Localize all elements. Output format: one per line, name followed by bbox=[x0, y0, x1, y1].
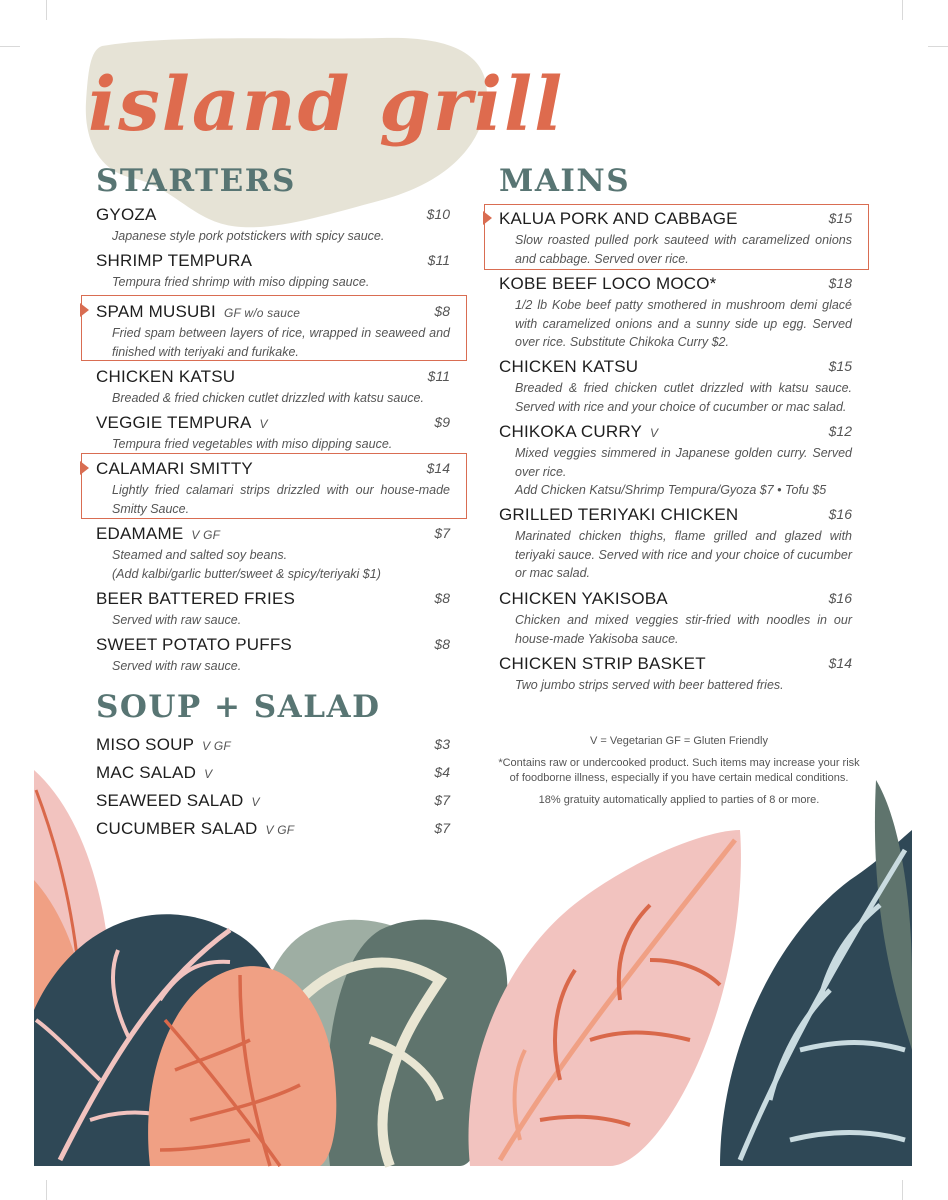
item-name: EDAMAME V GF bbox=[96, 524, 221, 543]
item-tags: V GF bbox=[202, 739, 231, 753]
item-name: CHICKEN YAKISOBA bbox=[499, 589, 668, 608]
soup-salad-heading: SOUP + SALAD bbox=[96, 689, 381, 725]
item-price: $16 bbox=[828, 506, 852, 522]
item-name: CHICKEN STRIP BASKET bbox=[499, 654, 706, 673]
item-price: $7 bbox=[434, 820, 450, 836]
item-tags: V GF bbox=[265, 823, 295, 837]
diet-legend: V = Vegetarian GF = Gluten Friendly bbox=[590, 735, 768, 747]
item-price: $12 bbox=[828, 423, 852, 439]
item-description: Served with raw sauce. bbox=[112, 659, 242, 673]
item-name: KALUA PORK AND CABBAGE bbox=[499, 209, 738, 228]
gratuity-note: 18% gratuity automatically applied to parties of 8 or more. bbox=[538, 794, 820, 806]
item-add-on: Add Chicken Katsu/Shrimp Tempura/Gyoza $7 • Tofu $5 bbox=[515, 483, 827, 497]
restaurant-logo: island grill bbox=[88, 62, 565, 148]
item-price: $8 bbox=[434, 636, 450, 652]
item-price: $16 bbox=[828, 590, 852, 606]
item-price: $18 bbox=[828, 275, 852, 291]
item-price: $15 bbox=[828, 358, 852, 374]
item-name: CHICKEN KATSU bbox=[96, 367, 236, 386]
item-price: $7 bbox=[434, 525, 450, 541]
item-name: CHIKOKA CURRY V bbox=[499, 422, 659, 441]
starters-heading: STARTERS bbox=[96, 163, 296, 199]
item-description: Fried spam between layers of rice, wrapped in seaweed and finished with teriyaki and furikake. bbox=[112, 326, 450, 359]
item-price: $7 bbox=[434, 792, 450, 808]
item-name: CHICKEN KATSU bbox=[499, 357, 639, 376]
item-description: Tempura fried shrimp with miso dipping sauce. bbox=[112, 275, 370, 289]
item-price: $10 bbox=[426, 206, 450, 222]
item-tags: V GF bbox=[191, 528, 221, 542]
item-name: SWEET POTATO PUFFS bbox=[96, 635, 292, 654]
item-name: KOBE BEEF LOCO MOCO* bbox=[499, 274, 717, 293]
item-description: Mixed veggies simmered in Japanese golden curry. Served over rice. bbox=[515, 446, 852, 479]
item-description: Served with raw sauce. bbox=[112, 613, 242, 627]
mains-heading: MAINS bbox=[499, 163, 631, 199]
item-tags: V bbox=[204, 767, 213, 781]
item-price: $15 bbox=[828, 210, 852, 226]
item-price: $14 bbox=[426, 460, 450, 476]
item-name: GYOZA bbox=[96, 205, 157, 224]
item-price: $8 bbox=[434, 590, 450, 606]
item-price: $11 bbox=[427, 252, 450, 268]
item-name: VEGGIE TEMPURA V bbox=[96, 413, 268, 432]
item-price: $8 bbox=[434, 303, 450, 319]
item-name: SHRIMP TEMPURA bbox=[96, 251, 253, 270]
item-tags: V bbox=[251, 795, 260, 809]
item-description: Two jumbo strips served with beer battered fries. bbox=[515, 678, 784, 692]
item-name: GRILLED TERIYAKI CHICKEN bbox=[499, 505, 739, 524]
item-price: $14 bbox=[828, 655, 852, 671]
raw-food-warning: *Contains raw or undercooked product. Such items may increase your risk of foodborne illness, especially if you have certain medical conditions. bbox=[498, 757, 860, 784]
item-name: BEER BATTERED FRIES bbox=[96, 589, 296, 608]
item-tags: V bbox=[259, 417, 268, 431]
item-description: 1/2 lb Kobe beef patty smothered in mushroom demi glacé with caramelized onions and a sunny side up egg. Served over rice. Substitute Chikoka Curry $2. bbox=[515, 298, 852, 349]
item-name: CALAMARI SMITTY bbox=[96, 459, 253, 478]
item-description: Chicken and mixed veggies stir-fried with noodles in our house-made Yakisoba sauce. bbox=[515, 613, 852, 646]
item-tags: GF w/o sauce bbox=[223, 306, 301, 320]
item-tags: V bbox=[650, 426, 659, 440]
item-description: Slow roasted pulled pork sauteed with caramelized onions and cabbage. Served over rice. bbox=[515, 233, 852, 266]
item-description: Steamed and salted soy beans. bbox=[112, 548, 288, 562]
item-name: CUCUMBER SALAD V GF bbox=[96, 819, 295, 838]
item-name: SEAWEED SALAD V bbox=[96, 791, 260, 810]
item-description: Marinated chicken thighs, flame grilled and glazed with teriyaki sauce. Served with rice and your choice of cucumber or mac salad. bbox=[515, 529, 852, 580]
item-description: Tempura fried vegetables with miso dipping sauce. bbox=[112, 437, 393, 451]
item-price: $4 bbox=[434, 764, 450, 780]
item-name: MISO SOUP V GF bbox=[96, 735, 231, 754]
item-price: $9 bbox=[434, 414, 450, 430]
item-add-on: (Add kalbi/garlic butter/sweet & spicy/teriyaki $1) bbox=[112, 566, 381, 581]
item-description: Breaded & fried chicken cutlet drizzled with katsu sauce. Served with rice and your choice of cucumber or mac salad. bbox=[515, 381, 852, 414]
item-price: $3 bbox=[434, 736, 450, 752]
item-price: $11 bbox=[427, 368, 450, 384]
item-description: Japanese style pork potstickers with spicy sauce. bbox=[112, 229, 385, 243]
item-name: MAC SALAD V bbox=[96, 763, 213, 782]
item-description: Lightly fried calamari strips drizzled with our house-made Smitty Sauce. bbox=[112, 483, 450, 516]
item-description: Breaded & fried chicken cutlet drizzled with katsu sauce. bbox=[112, 391, 424, 405]
item-name: SPAM MUSUBI GF w/o sauce bbox=[96, 302, 301, 321]
